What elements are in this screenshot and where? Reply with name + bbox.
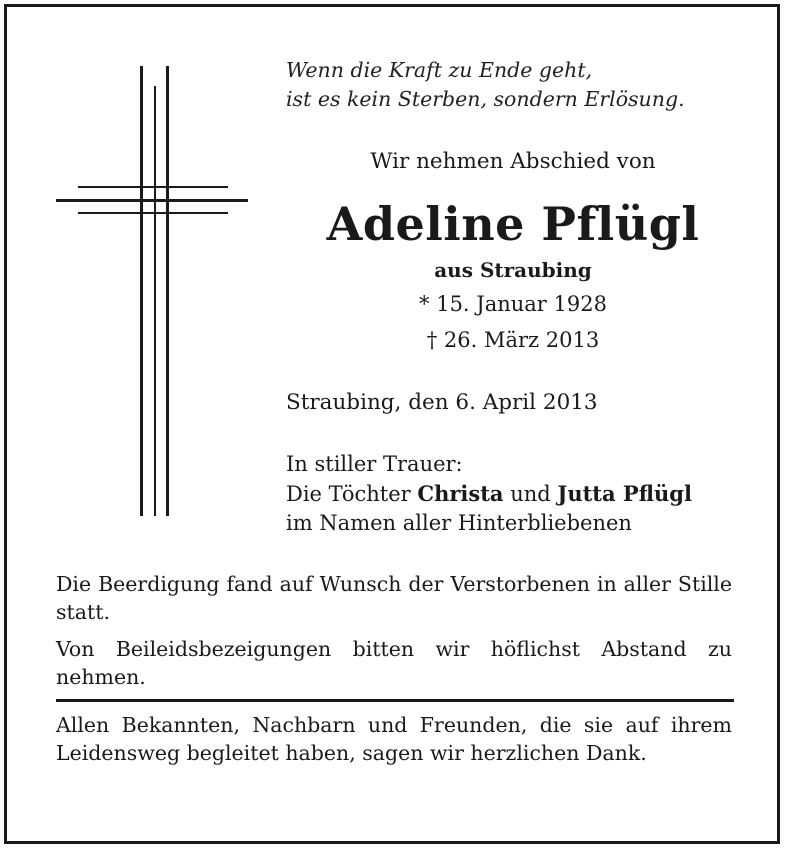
daughter-name-1: Christa xyxy=(417,481,504,506)
deceased-name: Adeline Pflügl xyxy=(326,197,700,251)
daughter-name-2: Jutta Pflügl xyxy=(557,481,692,506)
deceased-origin: aus Straubing xyxy=(434,258,592,282)
thanks-paragraph: Allen Bekannten, Nachbarn und Freunden, die sie auf ihrem Leidensweg begleitet haben, sagen wir herzlichen Dank. xyxy=(56,713,732,765)
farewell-text: Wir nehmen Abschied von xyxy=(370,149,656,174)
divider xyxy=(56,699,734,702)
condolences-paragraph: Von Beileidsbezeigungen bitten wir höflichst Abstand zu nehmen. xyxy=(56,637,732,689)
mourning-block xyxy=(286,450,746,538)
mourners-line-3: im Namen aller Hinterbliebenen xyxy=(286,511,632,535)
death-date: † 26. März 2013 xyxy=(426,328,600,352)
motto xyxy=(286,56,746,114)
motto-line-1: Wenn die Kraft zu Ende geht, xyxy=(286,58,593,82)
mourners-conjunction: und xyxy=(510,482,551,506)
motto-line-2: ist es kein Sterben, sondern Erlösung. xyxy=(286,87,685,111)
mourning-heading: In stiller Trauer: xyxy=(286,452,463,476)
funeral-paragraph: Die Beerdigung fand auf Wunsch der Verstorbenen in aller Stille statt. xyxy=(56,572,732,624)
mourners-line xyxy=(286,479,746,509)
birth-date: * 15. Januar 1928 xyxy=(419,292,607,316)
cross-icon xyxy=(56,66,252,516)
place-date: Straubing, den 6. April 2013 xyxy=(286,390,598,415)
mourners-prefix: Die Töchter xyxy=(286,482,411,506)
